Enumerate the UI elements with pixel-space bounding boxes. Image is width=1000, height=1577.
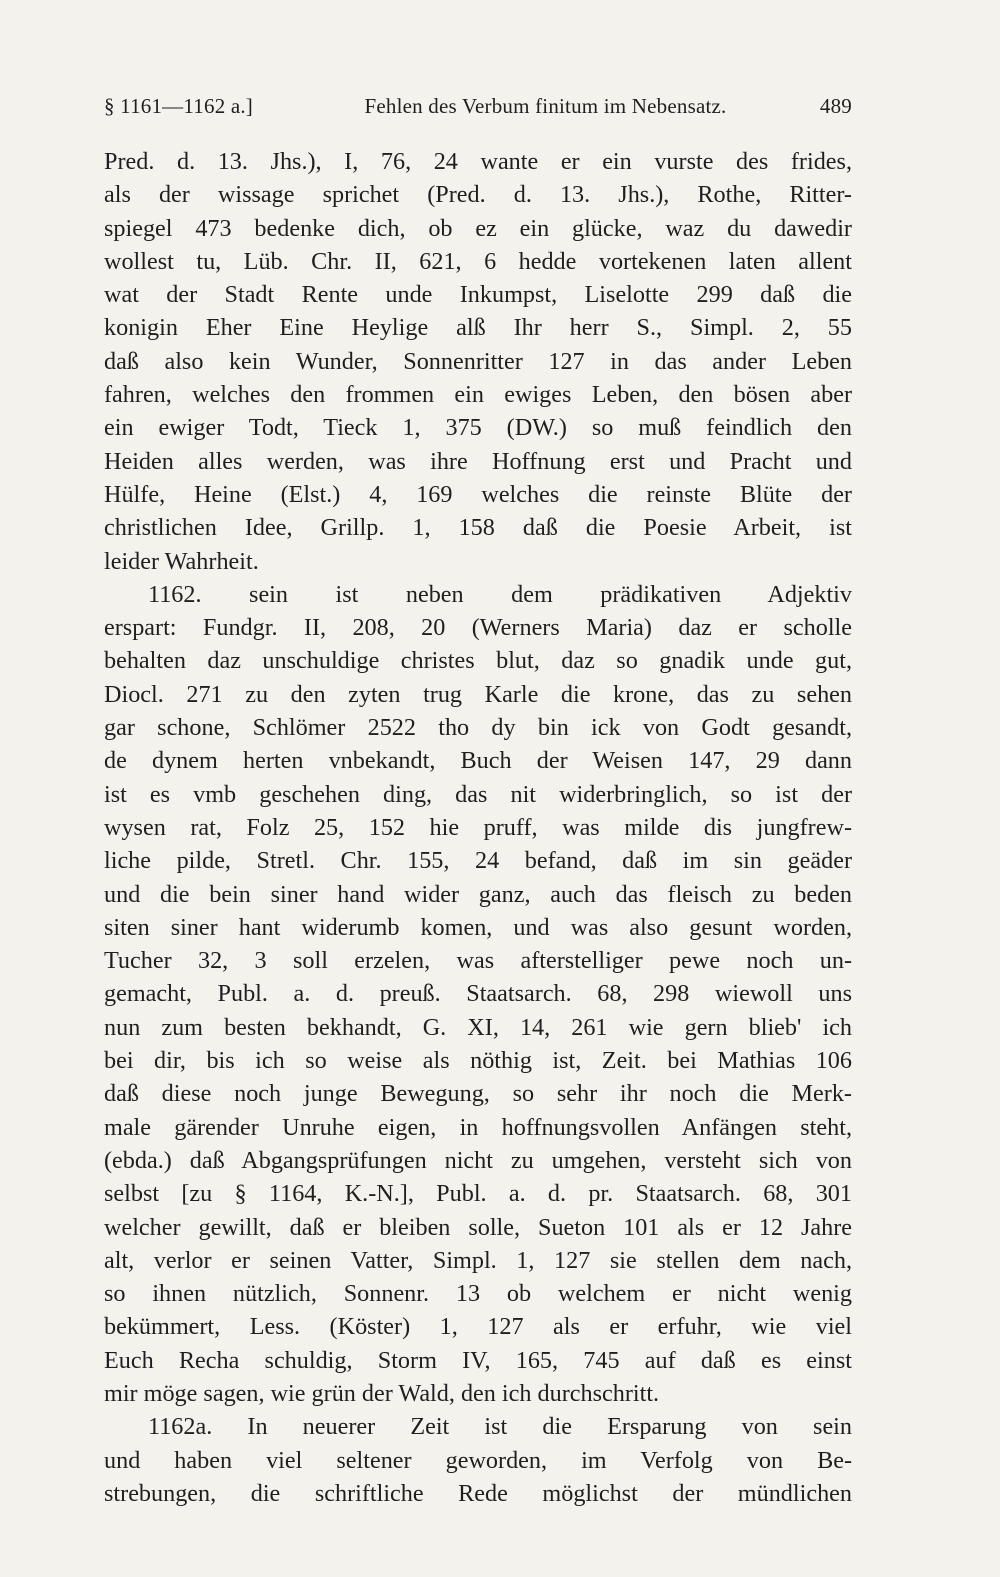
text-line: wat der Stadt Rente unde Inkumpst, Liselotte 299 daß die <box>104 281 852 309</box>
body-text <box>104 145 852 1510</box>
text-line: christlichen Idee, Grillp. 1, 158 daß die Poesie Arbeit, ist <box>104 514 852 542</box>
text-line: de dynem herten vnbekandt, Buch der Weisen 147, 29 dann <box>104 747 852 775</box>
text-line: als der wissage sprichet (Pred. d. 13. Jhs.), Rothe, Ritter- <box>104 181 852 209</box>
text-line: ein ewiger Todt, Tieck 1, 375 (DW.) so muß feindlich den <box>104 414 852 442</box>
text-line: Pred. d. 13. Jhs.), I, 76, 24 wante er ein vurste des frides, <box>104 148 852 175</box>
text-line: Hülfe, Heine (Elst.) 4, 169 welches die reinste Blüte der <box>104 480 852 508</box>
text-line: spiegel 473 bedenke dich, ob ez ein glücke, waz du dawedir <box>104 214 852 242</box>
text-line: bekümmert, Less. (Köster) 1, 127 als er erfuhr, wie viel <box>104 1313 852 1341</box>
text-line: bei dir, bis ich so weise als nöthig ist, Zeit. bei Mathias 106 <box>104 1047 852 1075</box>
text-line: behalten daz unschuldige christes blut, daz so gnadik unde gut, <box>104 647 852 675</box>
text-line: (ebda.) daß Abgangsprüfungen nicht zu umgehen, versteht sich von <box>104 1146 852 1174</box>
text-line: siten siner hant widerumb komen, und was also gesunt worden, <box>104 913 852 941</box>
text-line: strebungen, die schriftliche Rede möglichst der mündlichen <box>104 1479 852 1507</box>
paragraph-1162-start: 1162. sein ist neben dem prädikativen Adjektiv <box>148 580 852 608</box>
page-number: 489 <box>819 94 852 118</box>
paragraph-1162a-start: 1162a. In neuerer Zeit ist die Ersparung von sein <box>148 1413 852 1441</box>
text-line: ist es vmb geschehen ding, das nit widerbringlich, so ist der <box>104 780 852 808</box>
text-line: gar schone, Schlömer 2522 tho dy bin ick von Godt gesandt, <box>104 714 852 742</box>
text-line: gemacht, Publ. a. d. preuß. Staatsarch. 68, 298 wiewoll uns <box>104 980 852 1008</box>
text-line: so ihnen nützlich, Sonnenr. 13 ob welchem er nicht wenig <box>104 1280 852 1308</box>
text-line: male gärender Unruhe eigen, in hoffnungsvollen Anfängen steht, <box>104 1113 852 1141</box>
text-line: nun zum besten bekhandt, G. XI, 14, 261 wie gern blieb' ich <box>104 1013 852 1041</box>
text-line: Tucher 32, 3 soll erzelen, was afterstelliger pewe noch un- <box>104 947 852 975</box>
text-line: wollest tu, Lüb. Chr. II, 621, 6 hedde vortekenen laten allent <box>104 247 852 275</box>
text-line: daß also kein Wunder, Sonnenritter 127 in das ander Leben <box>104 347 852 375</box>
text-line: selbst [zu § 1164, K.-N.], Publ. a. d. pr. Staatsarch. 68, 301 <box>104 1180 852 1208</box>
text-line: konigin Eher Eine Heylige alß Ihr herr S., Simpl. 2, 55 <box>104 314 852 342</box>
text-line: erspart: Fundgr. II, 208, 20 (Werners Maria) daz er scholle <box>104 614 852 642</box>
text-line: Heiden alles werden, was ihre Hoffnung erst und Pracht und <box>104 447 852 475</box>
running-header <box>104 94 852 119</box>
text-line: fahren, welches den frommen ein ewiges Leben, den bösen aber <box>104 381 852 409</box>
text-line: und die bein siner hand wider ganz, auch das fleisch zu beden <box>104 880 852 908</box>
text-line: und haben viel seltener geworden, im Verfolg von Be- <box>104 1446 852 1474</box>
page-title: Fehlen des Verbum finitum im Nebensatz. <box>364 94 727 118</box>
text-line: liche pilde, Stretl. Chr. 155, 24 befand, daß im sin geäder <box>104 847 852 875</box>
text-line: welcher gewillt, daß er bleiben solle, Sueton 101 als er 12 Jahre <box>104 1213 852 1241</box>
text-line: daß diese noch junge Bewegung, so sehr ihr noch die Merk- <box>104 1080 852 1108</box>
section-reference: § 1161—1162 a.] <box>104 94 254 118</box>
text-line: Diocl. 271 zu den zyten trug Karle die krone, das zu sehen <box>104 680 852 708</box>
text-line: leider Wahrheit. <box>104 547 259 575</box>
text-line: Euch Recha schuldig, Storm IV, 165, 745 auf daß es einst <box>104 1346 852 1374</box>
text-line: mir möge sagen, wie grün der Wald, den ich durchschritt. <box>104 1379 660 1407</box>
text-line: alt, verlor er seinen Vatter, Simpl. 1, 127 sie stellen dem nach, <box>104 1246 852 1274</box>
text-line: wysen rat, Folz 25, 152 hie pruff, was milde dis jungfrew- <box>104 813 852 841</box>
